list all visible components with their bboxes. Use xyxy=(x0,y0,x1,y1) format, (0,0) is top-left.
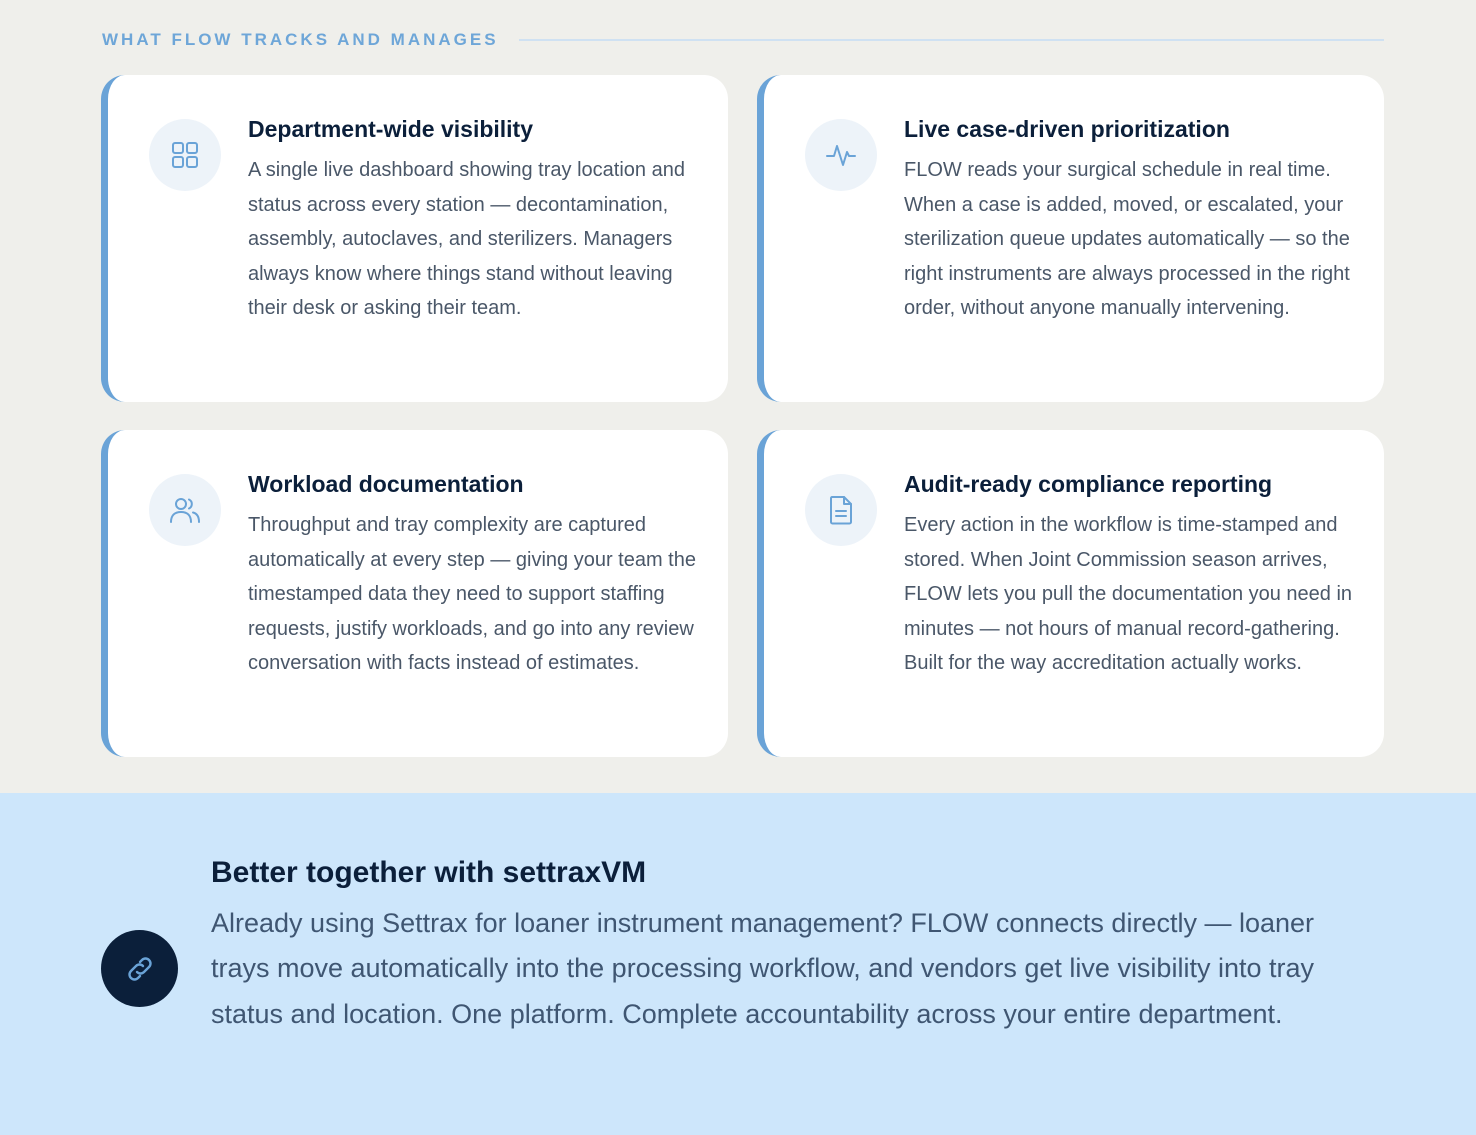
card-description: FLOW reads your surgical schedule in real time. When a case is added, moved, or escalated, your sterilization queue updates automatically — so the right instruments are always processed in the right order, without anyone manually intervening. xyxy=(904,159,1350,320)
card-title: Workload documentation xyxy=(248,471,524,497)
section-label: WHAT FLOW TRACKS AND MANAGES xyxy=(102,30,499,49)
card-description: Throughput and tray complexity are captured automatically at every step — giving your team the timestamped data they need to support staffing requests, justify workloads, and go into any review conversation with facts instead of estimates. xyxy=(248,514,696,675)
document-icon xyxy=(805,474,877,546)
card-title: Live case-driven prioritization xyxy=(904,116,1230,142)
feature-card-workload xyxy=(101,430,728,757)
feature-card-prioritization xyxy=(757,75,1384,402)
card-title: Audit-ready compliance reporting xyxy=(904,471,1273,497)
grid-icon xyxy=(149,119,221,191)
callout-banner xyxy=(0,793,1476,1135)
card-description: Every action in the workflow is time-stamped and stored. When Joint Commission season arrives, FLOW lets you pull the documentation you need in minutes — not hours of manual record-gathering. Built for the way accreditation actually works. xyxy=(904,514,1353,675)
card-title: Department-wide visibility xyxy=(248,116,534,142)
card-description: A single live dashboard showing tray location and status across every station — decontamination, assembly, autoclaves, and sterilizers. Managers always know where things stand without leaving their desk or asking their team. xyxy=(248,159,685,320)
callout-description: Already using Settrax for loaner instrument management? FLOW connects directly — loaner trays move automatically into the processing workflow, and vendors get live visibility into tray status and location. One platform. Complete accountability across your entire department. xyxy=(211,908,1315,1029)
feature-card-compliance xyxy=(757,430,1384,757)
activity-icon xyxy=(805,119,877,191)
link-icon xyxy=(101,930,178,1007)
callout-title: Better together with settraxVM xyxy=(211,856,647,889)
section-divider xyxy=(519,39,1384,41)
section-header xyxy=(102,30,1384,50)
users-icon xyxy=(149,474,221,546)
feature-card-visibility xyxy=(101,75,728,402)
